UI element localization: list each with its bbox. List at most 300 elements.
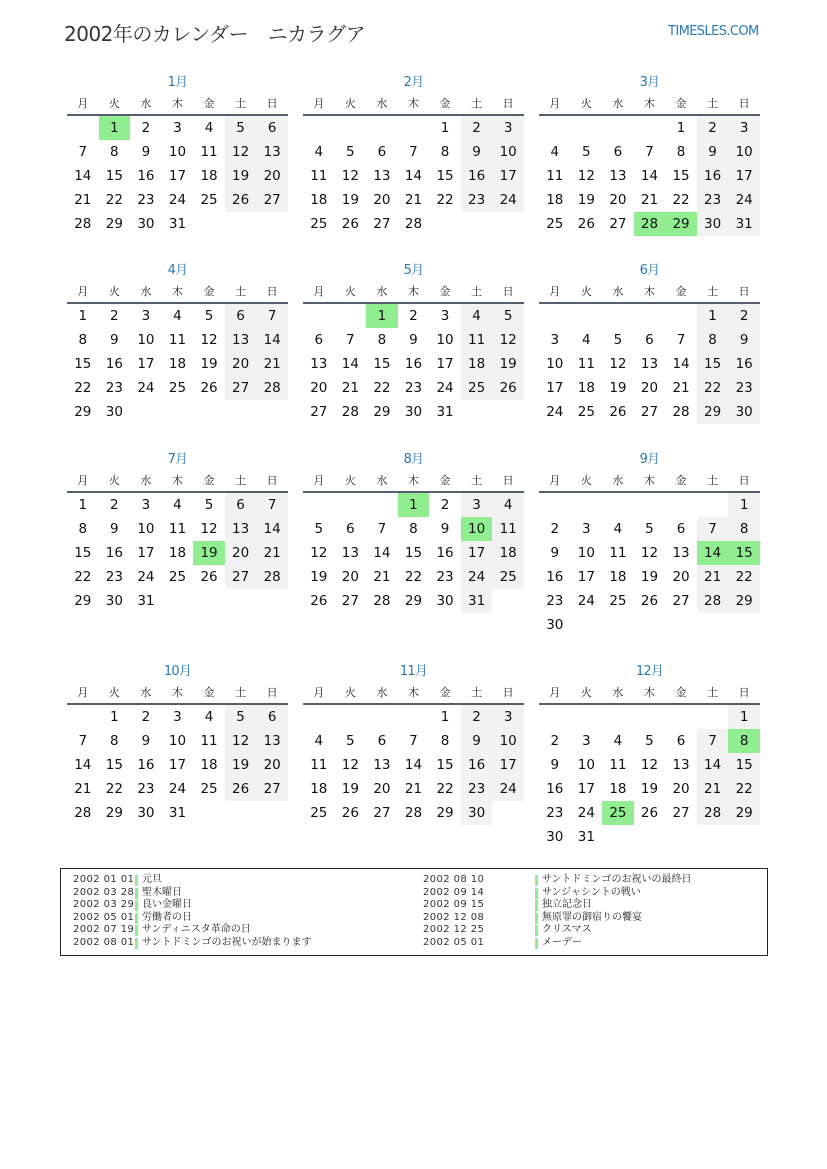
day-cell[interactable]: 28	[404, 805, 423, 821]
day-cell[interactable]: 10	[168, 733, 187, 749]
day-cell[interactable]: 14	[74, 757, 92, 773]
day-cell[interactable]: 2	[461, 116, 493, 140]
day-cell[interactable]: 5	[204, 497, 214, 513]
day-cell[interactable]: 1	[440, 120, 450, 136]
day-cell[interactable]: 29	[728, 801, 760, 825]
day-cell[interactable]: 6	[676, 733, 686, 749]
day-cell[interactable]: 11	[310, 757, 328, 773]
day-cell[interactable]: 17	[728, 164, 760, 188]
day-cell[interactable]: 2	[697, 116, 729, 140]
day-cell[interactable]: 31	[168, 805, 187, 821]
day-cell[interactable]: 12	[200, 332, 218, 348]
day-cell[interactable]: 7	[676, 332, 686, 348]
day-cell[interactable]: 2	[461, 705, 493, 729]
day-cell[interactable]: 12	[640, 545, 659, 561]
day-cell[interactable]: 20	[225, 352, 257, 376]
day-cell[interactable]: 8	[78, 521, 88, 537]
day-cell[interactable]: 1	[697, 304, 729, 328]
day-cell[interactable]: 15	[697, 352, 729, 376]
day-cell[interactable]: 27	[672, 805, 690, 821]
day-cell[interactable]: 9	[440, 521, 450, 537]
day-cell[interactable]: 16	[436, 545, 454, 561]
day-cell[interactable]: 10	[728, 140, 760, 164]
day-cell[interactable]: 10	[577, 757, 595, 773]
day-cell[interactable]: 23	[461, 188, 493, 212]
day-cell[interactable]: 20	[373, 781, 391, 797]
day-cell[interactable]: 13	[672, 757, 690, 773]
day-cell[interactable]: 24	[492, 777, 524, 801]
day-cell[interactable]: 25	[461, 376, 493, 400]
day-cell[interactable]: 11	[492, 517, 524, 541]
day-cell[interactable]: 24	[577, 805, 595, 821]
day-cell[interactable]: 13	[640, 356, 659, 372]
day-cell[interactable]: 27	[310, 404, 328, 420]
day-cell[interactable]: 12	[341, 168, 359, 184]
day-cell[interactable]: 15	[728, 753, 760, 777]
day-cell[interactable]: 21	[341, 380, 359, 396]
day-cell[interactable]: 7	[377, 521, 387, 537]
day-cell[interactable]: 20	[640, 380, 659, 396]
day-cell[interactable]: 19	[577, 192, 595, 208]
day-cell[interactable]: 1	[78, 497, 88, 513]
day-cell[interactable]: 26	[200, 569, 218, 585]
day-cell[interactable]: 2	[440, 497, 450, 513]
day-cell[interactable]: 21	[697, 565, 729, 589]
day-cell[interactable]: 15	[74, 356, 92, 372]
day-cell[interactable]: 26	[200, 380, 218, 396]
day-cell[interactable]: 30	[137, 216, 155, 232]
day-cell[interactable]: 3	[582, 733, 591, 749]
day-cell[interactable]: 18	[577, 380, 595, 396]
day-cell[interactable]: 1	[110, 709, 119, 725]
day-cell[interactable]: 20	[373, 192, 391, 208]
day-cell[interactable]: 8	[110, 144, 119, 160]
day-cell[interactable]: 8	[377, 332, 387, 348]
day-cell[interactable]: 4	[492, 493, 524, 517]
day-cell[interactable]: 28	[74, 805, 92, 821]
day-cell[interactable]: 30	[546, 829, 564, 845]
day-cell[interactable]: 20	[672, 781, 690, 797]
day-cell[interactable]: 24	[168, 192, 187, 208]
day-cell[interactable]: 22	[728, 777, 760, 801]
day-cell[interactable]: 17	[168, 168, 187, 184]
day-cell[interactable]: 14	[404, 168, 423, 184]
day-cell[interactable]: 4	[582, 332, 591, 348]
day-cell[interactable]: 5	[582, 144, 591, 160]
day-cell[interactable]: 13	[310, 356, 328, 372]
day-cell[interactable]: 6	[613, 144, 623, 160]
day-cell[interactable]: 21	[672, 380, 690, 396]
day-cell[interactable]: 12	[200, 521, 218, 537]
day-cell[interactable]: 19	[640, 781, 659, 797]
day-cell[interactable]: 22	[373, 380, 391, 396]
day-cell[interactable]: 17	[461, 541, 493, 565]
day-cell[interactable]: 25	[200, 192, 218, 208]
day-cell[interactable]: 13	[256, 729, 288, 753]
day-cell[interactable]: 2	[550, 521, 560, 537]
day-cell[interactable]: 6	[225, 493, 257, 517]
day-cell[interactable]: 28	[697, 589, 729, 613]
day-cell[interactable]: 25	[168, 569, 187, 585]
day-cell[interactable]: 14	[256, 517, 288, 541]
day-cell[interactable]: 22	[436, 781, 454, 797]
day-cell[interactable]: 6	[377, 144, 387, 160]
day-cell[interactable]: 21	[256, 541, 288, 565]
day-cell[interactable]: 8	[728, 517, 760, 541]
day-cell[interactable]: 21	[640, 192, 659, 208]
day-cell[interactable]: 2	[110, 497, 119, 513]
day-cell[interactable]: 19	[492, 352, 524, 376]
day-cell[interactable]: 9	[697, 140, 729, 164]
day-cell[interactable]: 22	[436, 192, 454, 208]
day-cell[interactable]: 14	[672, 356, 690, 372]
day-cell[interactable]: 10	[492, 140, 524, 164]
day-cell[interactable]: 19	[341, 192, 359, 208]
day-cell[interactable]: 10	[546, 356, 564, 372]
day-cell[interactable]: 31	[436, 404, 454, 420]
day-cell[interactable]: 31	[137, 593, 155, 609]
day-cell[interactable]: 21	[74, 192, 92, 208]
day-cell[interactable]: 3	[582, 521, 591, 537]
day-cell[interactable]: 20	[256, 753, 288, 777]
day-cell[interactable]: 23	[137, 192, 155, 208]
day-cell[interactable]: 23	[546, 805, 564, 821]
day-cell[interactable]: 9	[461, 140, 493, 164]
day-cell[interactable]: 29	[74, 593, 92, 609]
day-cell[interactable]: 18	[200, 757, 218, 773]
day-cell[interactable]: 12	[225, 140, 257, 164]
day-cell[interactable]: 28	[341, 404, 359, 420]
day-cell[interactable]: 25	[200, 781, 218, 797]
day-cell[interactable]: 30	[105, 404, 123, 420]
day-cell[interactable]: 15	[105, 757, 123, 773]
day-cell[interactable]: 4	[613, 733, 623, 749]
holiday-day-cell[interactable]: 25	[602, 801, 634, 825]
day-cell[interactable]: 18	[609, 569, 627, 585]
day-cell[interactable]: 7	[697, 729, 729, 753]
day-cell[interactable]: 3	[440, 308, 450, 324]
day-cell[interactable]: 11	[461, 328, 493, 352]
day-cell[interactable]: 9	[461, 729, 493, 753]
day-cell[interactable]: 26	[225, 777, 257, 801]
day-cell[interactable]: 26	[225, 188, 257, 212]
day-cell[interactable]: 4	[173, 497, 182, 513]
day-cell[interactable]: 13	[373, 168, 391, 184]
day-cell[interactable]: 9	[550, 757, 560, 773]
day-cell[interactable]: 14	[74, 168, 92, 184]
day-cell[interactable]: 17	[577, 781, 595, 797]
day-cell[interactable]: 30	[461, 801, 493, 825]
day-cell[interactable]: 6	[377, 733, 387, 749]
day-cell[interactable]: 9	[141, 733, 151, 749]
day-cell[interactable]: 8	[697, 328, 729, 352]
day-cell[interactable]: 18	[310, 192, 328, 208]
day-cell[interactable]: 22	[74, 569, 92, 585]
day-cell[interactable]: 29	[697, 400, 729, 424]
day-cell[interactable]: 1	[728, 705, 760, 729]
day-cell[interactable]: 18	[492, 541, 524, 565]
day-cell[interactable]: 22	[74, 380, 92, 396]
day-cell[interactable]: 18	[168, 545, 187, 561]
day-cell[interactable]: 28	[74, 216, 92, 232]
day-cell[interactable]: 20	[256, 164, 288, 188]
day-cell[interactable]: 5	[346, 733, 355, 749]
day-cell[interactable]: 3	[728, 116, 760, 140]
day-cell[interactable]: 8	[676, 144, 686, 160]
day-cell[interactable]: 19	[225, 164, 257, 188]
day-cell[interactable]: 17	[492, 753, 524, 777]
day-cell[interactable]: 8	[409, 521, 418, 537]
day-cell[interactable]: 11	[168, 521, 187, 537]
day-cell[interactable]: 23	[404, 380, 423, 396]
day-cell[interactable]: 16	[546, 781, 564, 797]
day-cell[interactable]: 12	[225, 729, 257, 753]
day-cell[interactable]: 10	[168, 144, 187, 160]
day-cell[interactable]: 13	[373, 757, 391, 773]
day-cell[interactable]: 9	[141, 144, 151, 160]
day-cell[interactable]: 6	[645, 332, 654, 348]
day-cell[interactable]: 14	[341, 356, 359, 372]
day-cell[interactable]: 14	[373, 545, 391, 561]
day-cell[interactable]: 25	[577, 404, 595, 420]
day-cell[interactable]: 5	[204, 308, 214, 324]
day-cell[interactable]: 11	[200, 733, 218, 749]
day-cell[interactable]: 29	[404, 593, 423, 609]
day-cell[interactable]: 3	[141, 308, 151, 324]
day-cell[interactable]: 2	[550, 733, 560, 749]
day-cell[interactable]: 17	[577, 569, 595, 585]
day-cell[interactable]: 29	[74, 404, 92, 420]
day-cell[interactable]: 7	[346, 332, 355, 348]
day-cell[interactable]: 16	[461, 164, 493, 188]
day-cell[interactable]: 26	[577, 216, 595, 232]
day-cell[interactable]: 31	[728, 212, 760, 236]
day-cell[interactable]: 12	[310, 545, 328, 561]
day-cell[interactable]: 13	[225, 328, 257, 352]
day-cell[interactable]: 19	[640, 569, 659, 585]
day-cell[interactable]: 29	[728, 589, 760, 613]
day-cell[interactable]: 29	[436, 805, 454, 821]
day-cell[interactable]: 12	[341, 757, 359, 773]
day-cell[interactable]: 20	[341, 569, 359, 585]
day-cell[interactable]: 2	[141, 709, 151, 725]
day-cell[interactable]: 30	[404, 404, 423, 420]
day-cell[interactable]: 29	[105, 805, 123, 821]
day-cell[interactable]: 18	[168, 356, 187, 372]
holiday-day-cell[interactable]: 8	[728, 729, 760, 753]
day-cell[interactable]: 18	[609, 781, 627, 797]
day-cell[interactable]: 5	[225, 116, 257, 140]
day-cell[interactable]: 28	[404, 216, 423, 232]
day-cell[interactable]: 31	[461, 589, 493, 613]
day-cell[interactable]: 8	[440, 144, 450, 160]
day-cell[interactable]: 2	[728, 304, 760, 328]
day-cell[interactable]: 10	[577, 545, 595, 561]
day-cell[interactable]: 25	[492, 565, 524, 589]
day-cell[interactable]: 13	[256, 140, 288, 164]
day-cell[interactable]: 15	[74, 545, 92, 561]
day-cell[interactable]: 22	[728, 565, 760, 589]
day-cell[interactable]: 26	[492, 376, 524, 400]
day-cell[interactable]: 27	[256, 777, 288, 801]
holiday-day-cell[interactable]: 14	[697, 541, 729, 565]
day-cell[interactable]: 26	[609, 404, 627, 420]
day-cell[interactable]: 3	[550, 332, 560, 348]
day-cell[interactable]: 10	[137, 332, 155, 348]
day-cell[interactable]: 10	[137, 521, 155, 537]
day-cell[interactable]: 4	[204, 120, 214, 136]
day-cell[interactable]: 6	[225, 304, 257, 328]
day-cell[interactable]: 31	[577, 829, 595, 845]
day-cell[interactable]: 24	[728, 188, 760, 212]
day-cell[interactable]: 26	[640, 593, 659, 609]
day-cell[interactable]: 27	[225, 376, 257, 400]
day-cell[interactable]: 27	[609, 216, 627, 232]
day-cell[interactable]: 20	[672, 569, 690, 585]
day-cell[interactable]: 16	[105, 356, 123, 372]
day-cell[interactable]: 1	[728, 493, 760, 517]
day-cell[interactable]: 16	[105, 545, 123, 561]
day-cell[interactable]: 18	[461, 352, 493, 376]
day-cell[interactable]: 4	[173, 308, 182, 324]
day-cell[interactable]: 28	[373, 593, 391, 609]
day-cell[interactable]: 8	[440, 733, 450, 749]
day-cell[interactable]: 24	[577, 593, 595, 609]
day-cell[interactable]: 30	[105, 593, 123, 609]
day-cell[interactable]: 24	[492, 188, 524, 212]
day-cell[interactable]: 17	[137, 545, 155, 561]
day-cell[interactable]: 23	[697, 188, 729, 212]
day-cell[interactable]: 30	[697, 212, 729, 236]
day-cell[interactable]: 10	[436, 332, 454, 348]
day-cell[interactable]: 17	[436, 356, 454, 372]
day-cell[interactable]: 24	[461, 565, 493, 589]
day-cell[interactable]: 5	[645, 733, 654, 749]
day-cell[interactable]: 26	[341, 216, 359, 232]
day-cell[interactable]: 3	[492, 116, 524, 140]
day-cell[interactable]: 21	[74, 781, 92, 797]
day-cell[interactable]: 27	[256, 188, 288, 212]
day-cell[interactable]: 20	[310, 380, 328, 396]
day-cell[interactable]: 7	[409, 733, 418, 749]
day-cell[interactable]: 27	[225, 565, 257, 589]
day-cell[interactable]: 23	[461, 777, 493, 801]
day-cell[interactable]: 28	[672, 404, 690, 420]
day-cell[interactable]: 15	[436, 168, 454, 184]
day-cell[interactable]: 30	[546, 617, 564, 633]
day-cell[interactable]: 23	[105, 380, 123, 396]
day-cell[interactable]: 23	[137, 781, 155, 797]
day-cell[interactable]: 19	[310, 569, 328, 585]
day-cell[interactable]: 20	[609, 192, 627, 208]
site-logo[interactable]: TIMESLES.COM	[668, 24, 759, 39]
day-cell[interactable]: 14	[404, 757, 423, 773]
holiday-day-cell[interactable]: 1	[366, 304, 398, 328]
day-cell[interactable]: 11	[310, 168, 328, 184]
day-cell[interactable]: 11	[609, 757, 627, 773]
day-cell[interactable]: 9	[550, 545, 560, 561]
day-cell[interactable]: 16	[697, 164, 729, 188]
day-cell[interactable]: 7	[256, 304, 288, 328]
day-cell[interactable]: 3	[461, 493, 493, 517]
day-cell[interactable]: 27	[640, 404, 659, 420]
day-cell[interactable]: 20	[225, 541, 257, 565]
day-cell[interactable]: 29	[373, 404, 391, 420]
day-cell[interactable]: 21	[697, 777, 729, 801]
day-cell[interactable]: 27	[672, 593, 690, 609]
day-cell[interactable]: 5	[346, 144, 355, 160]
day-cell[interactable]: 24	[436, 380, 454, 396]
day-cell[interactable]: 1	[440, 709, 450, 725]
day-cell[interactable]: 9	[409, 332, 418, 348]
day-cell[interactable]: 30	[728, 400, 760, 424]
day-cell[interactable]: 3	[492, 705, 524, 729]
day-cell[interactable]: 11	[168, 332, 187, 348]
day-cell[interactable]: 6	[314, 332, 324, 348]
day-cell[interactable]: 24	[137, 569, 155, 585]
day-cell[interactable]: 16	[728, 352, 760, 376]
day-cell[interactable]: 11	[546, 168, 564, 184]
holiday-day-cell[interactable]: 19	[193, 541, 225, 565]
day-cell[interactable]: 13	[609, 168, 627, 184]
day-cell[interactable]: 22	[404, 569, 423, 585]
day-cell[interactable]: 5	[613, 332, 623, 348]
day-cell[interactable]: 1	[676, 120, 686, 136]
day-cell[interactable]: 3	[173, 709, 182, 725]
day-cell[interactable]: 24	[546, 404, 564, 420]
day-cell[interactable]: 8	[110, 733, 119, 749]
day-cell[interactable]: 30	[436, 593, 454, 609]
day-cell[interactable]: 27	[373, 216, 391, 232]
day-cell[interactable]: 25	[310, 216, 328, 232]
day-cell[interactable]: 7	[409, 144, 418, 160]
day-cell[interactable]: 11	[609, 545, 627, 561]
day-cell[interactable]: 17	[492, 164, 524, 188]
day-cell[interactable]: 13	[672, 545, 690, 561]
day-cell[interactable]: 19	[200, 356, 218, 372]
day-cell[interactable]: 15	[373, 356, 391, 372]
day-cell[interactable]: 28	[256, 565, 288, 589]
day-cell[interactable]: 12	[492, 328, 524, 352]
day-cell[interactable]: 19	[341, 781, 359, 797]
day-cell[interactable]: 7	[78, 144, 88, 160]
day-cell[interactable]: 4	[314, 733, 324, 749]
holiday-day-cell[interactable]: 1	[99, 116, 131, 140]
day-cell[interactable]: 16	[404, 356, 423, 372]
day-cell[interactable]: 15	[672, 168, 690, 184]
day-cell[interactable]: 21	[373, 569, 391, 585]
day-cell[interactable]: 18	[310, 781, 328, 797]
day-cell[interactable]: 6	[346, 521, 355, 537]
day-cell[interactable]: 24	[137, 380, 155, 396]
day-cell[interactable]: 22	[697, 376, 729, 400]
holiday-day-cell[interactable]: 10	[461, 517, 493, 541]
day-cell[interactable]: 31	[168, 216, 187, 232]
day-cell[interactable]: 12	[577, 168, 595, 184]
day-cell[interactable]: 8	[78, 332, 88, 348]
day-cell[interactable]: 15	[436, 757, 454, 773]
day-cell[interactable]: 2	[110, 308, 119, 324]
day-cell[interactable]: 7	[645, 144, 654, 160]
day-cell[interactable]: 16	[546, 569, 564, 585]
day-cell[interactable]: 10	[492, 729, 524, 753]
day-cell[interactable]: 25	[546, 216, 564, 232]
day-cell[interactable]: 1	[78, 308, 88, 324]
day-cell[interactable]: 19	[225, 753, 257, 777]
day-cell[interactable]: 22	[105, 192, 123, 208]
day-cell[interactable]: 5	[314, 521, 324, 537]
day-cell[interactable]: 3	[141, 497, 151, 513]
